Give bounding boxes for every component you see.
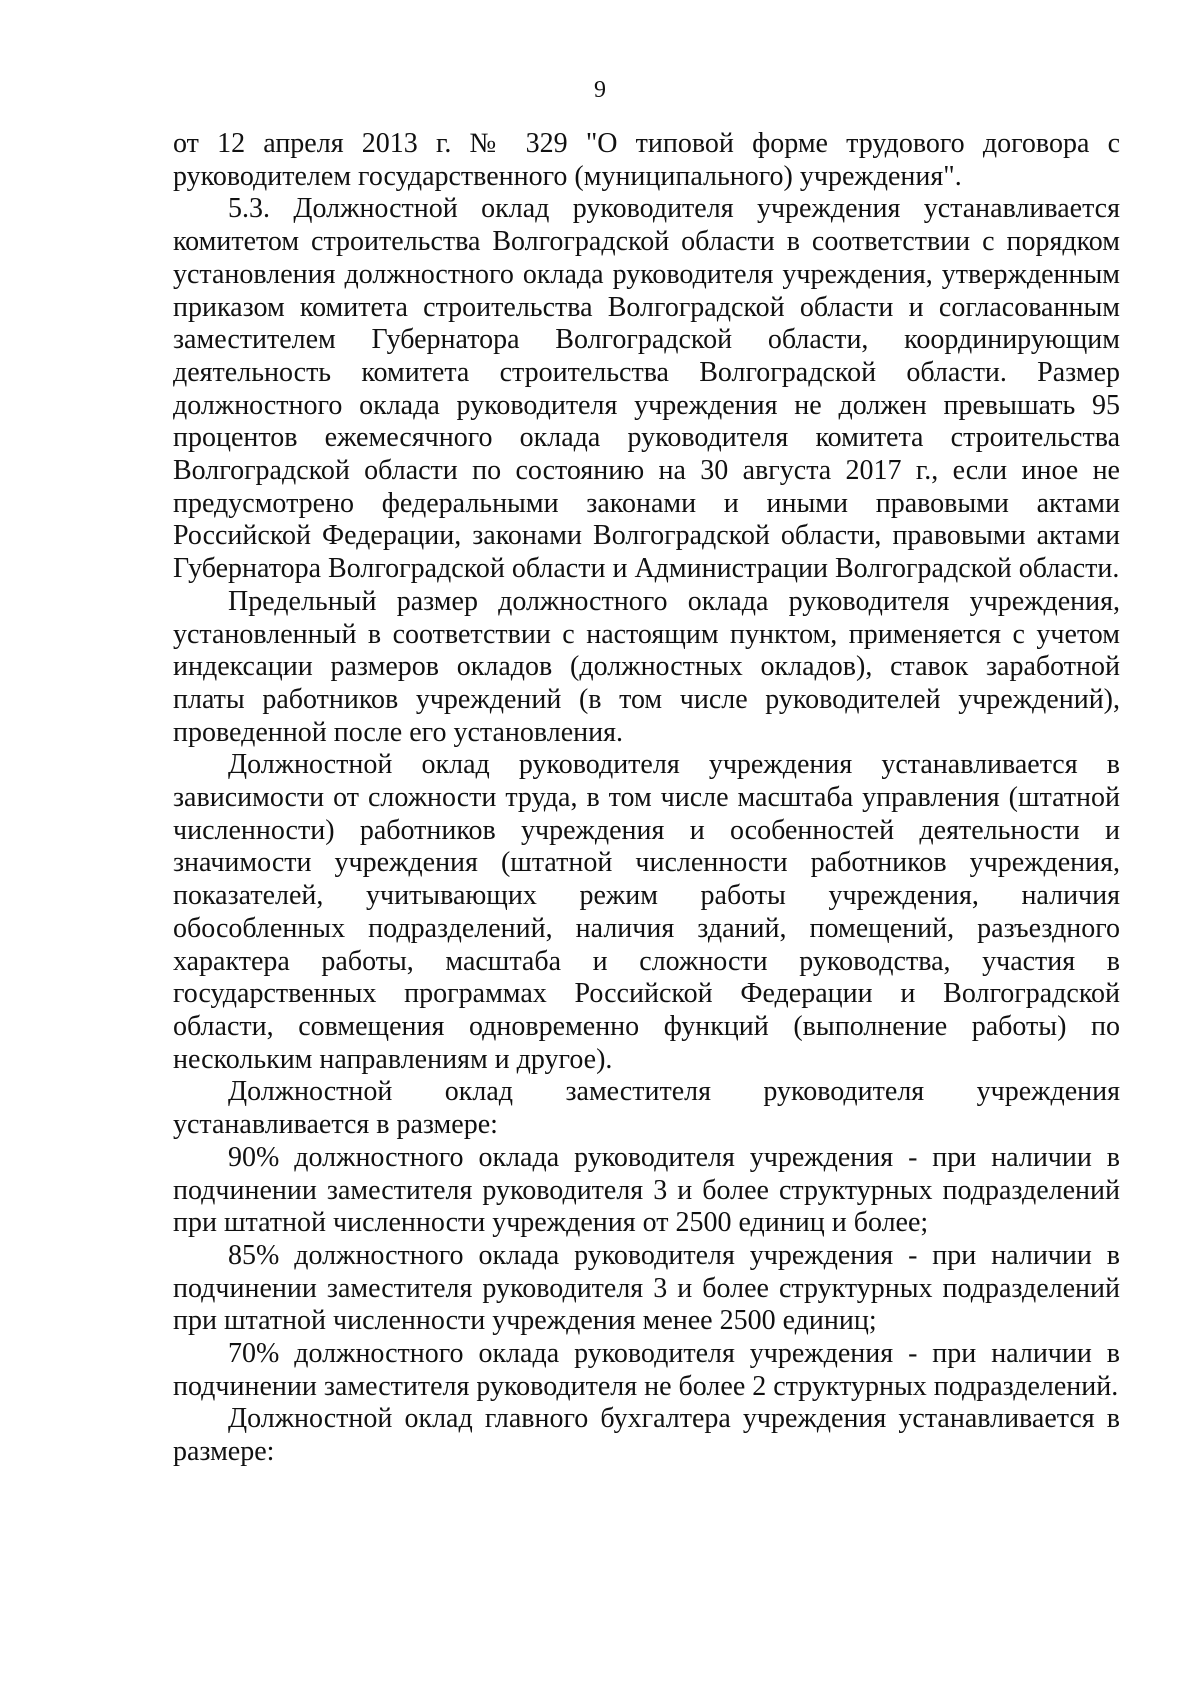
paragraph-salary-complexity: Должностной оклад руководителя учреждения устанавливается в зависимости от сложности труда, в том числе масштаба управления (штатной численности) работников учреждения и особенностей деятельности и значимости учреждения (штатной численности работников учреждения, показателей, учитывающих режим работы учреждения, наличия обособленных подразделений, наличия зданий, помещений, разъездного характера работы, масштаба и сложности руководства, участия в государственных программах Российской Федерации и Волгоградской области, совмещения одновременно функций (выполнение работы) по нескольким направлениям и другое). <box>173 749 1120 1075</box>
paragraph-chief-accountant-salary: Должностной оклад главного бухгалтера учреждения устанавливается в размере: <box>173 1403 1120 1468</box>
paragraph-deputy-85-percent: 85% должностного оклада руководителя учреждения - при наличии в подчинении заместителя руководителя 3 и более структурных подразделений при штатной численности учреждения менее 2500 единиц; <box>173 1239 1120 1337</box>
paragraph-contract-reference: от 12 апреля 2013 г. № 329 "О типовой форме трудового договора с руководителем государственного (муниципального) учреждения". <box>173 128 1120 192</box>
paragraph-deputy-salary-intro: Должностной оклад заместителя руководителя учреждения устанавливается в размере: <box>173 1076 1120 1141</box>
document-body <box>173 128 1120 1469</box>
paragraph-5-3-head-salary: 5.3. Должностной оклад руководителя учреждения устанавливается комитетом строительства Волгоградской области в соответствии с порядком установления должностного оклада руководителя учреждения, утвержденным приказом комитета строительства Волгоградской области и согласованным заместителем Губернатора Волгоградской области, координирующим деятельность комитета строительства Волгоградской области. Размер должностного оклада руководителя учреждения не должен превышать 95 процентов ежемесячного оклада руководителя комитета строительства Волгоградской области по состоянию на 30 августа 2017 г., если иное не предусмотрено федеральными законами и иными правовыми актами Российской Федерации, законами Волгоградской области, правовыми актами Губернатора Волгоградской области и Администрации Волгоградской области. <box>173 193 1120 585</box>
paragraph-deputy-70-percent: 70% должностного оклада руководителя учреждения - при наличии в подчинении заместителя руководителя не более 2 структурных подразделений. <box>173 1338 1120 1402</box>
page-number: 9 <box>594 77 606 103</box>
paragraph-deputy-90-percent: 90% должностного оклада руководителя учреждения - при наличии в подчинении заместителя руководителя 3 и более структурных подразделений при штатной численности учреждения от 2500 единиц и более; <box>173 1141 1120 1239</box>
paragraph-salary-indexation: Предельный размер должностного оклада руководителя учреждения, установленный в соответствии с настоящим пунктом, применяется с учетом индексации размеров окладов (должностных окладов), ставок заработной платы работников учреждений (в том числе руководителей учреждений), проведенной после его установления. <box>173 585 1120 748</box>
